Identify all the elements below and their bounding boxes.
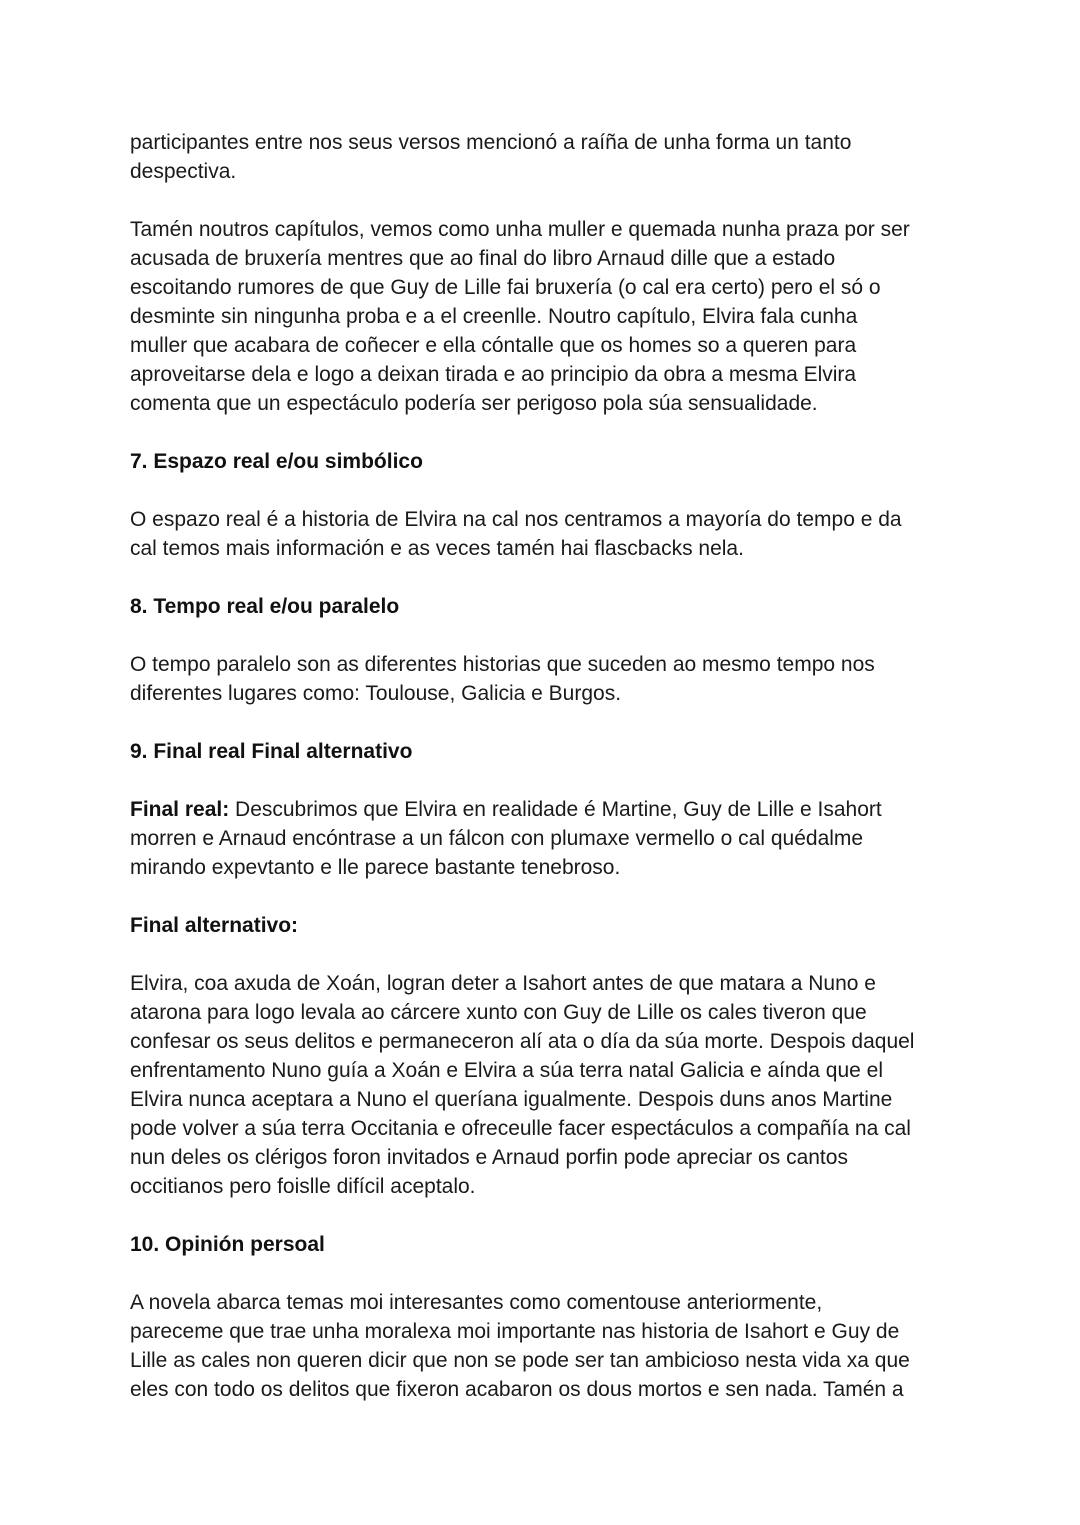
- text-line: occitianos pero foislle difícil aceptalo.: [130, 1175, 476, 1198]
- text-line: atarona para logo levala ao cárcere xunto con Guy de Lille os cales tiveron que: [130, 1001, 867, 1024]
- text-line: [130, 795, 960, 824]
- text-line: Elvira nunca aceptara a Nuno el queríana igualmente. Despois duns anos Martine: [130, 1088, 893, 1111]
- text-line: mirando expevtanto e lle parece bastante tenebroso.: [130, 856, 621, 879]
- text-line: comenta que un espectáculo podería ser perigoso pola súa sensualidade.: [130, 392, 818, 415]
- real-ending-label: Final real:: [130, 798, 230, 821]
- text-line: cal temos mais información e as veces tamén hai flascbacks nela.: [130, 537, 744, 560]
- text-line: muller que acabara de coñecer e ella cóntalle que os homes so a queren para: [130, 334, 857, 357]
- text-line: O espazo real é a historia de Elvira na cal nos centramos a mayoría do tempo e da: [130, 508, 902, 531]
- text-line: confesar os seus delitos e permaneceron alí ata o día da súa morte. Despois daquel: [130, 1030, 915, 1053]
- text-line: escoitando rumores de que Guy de Lille fai bruxería (o cal era certo) pero el só o: [130, 276, 881, 299]
- paragraph-opinion: [130, 1288, 960, 1404]
- paragraph-space: [130, 505, 960, 563]
- text-line: A novela abarca temas moi interesantes como comentouse anteriormente,: [130, 1291, 823, 1314]
- alternative-ending-label: Final alternativo:: [130, 914, 299, 937]
- text-line: pareceme que trae unha moralexa moi importante nas historia de Isahort e Guy de: [130, 1320, 900, 1343]
- section-heading-9: 9. Final real Final alternativo: [130, 740, 413, 763]
- text-line: Lille as cales non queren dicir que non se pode ser tan ambicioso nesta vida xa que: [130, 1349, 910, 1372]
- text-line: enfrentamento Nuno guía a Xoán e Elvira a súa terra natal Galicia e aínda que el: [130, 1059, 883, 1082]
- text-line: eles con todo os delitos que fixeron acabaron os dous mortos e sen nada. Tamén a: [130, 1378, 904, 1401]
- text-line: desminte sin ningunha proba e a el creenlle. Noutro capítulo, Elvira fala cunha: [130, 305, 858, 328]
- text-line: participantes entre nos seus versos mencionó a raíña de unha forma un tanto: [130, 131, 852, 154]
- section-heading-7: 7. Espazo real e/ou simbólico: [130, 450, 423, 473]
- paragraph-alternative-ending: [130, 969, 960, 1201]
- paragraph-real-ending: [130, 795, 960, 882]
- text-line: O tempo paralelo son as diferentes historias que suceden ao mesmo tempo nos: [130, 653, 875, 676]
- text-line: acusada de bruxería mentres que ao final do libro Arnaud dille que a estado: [130, 247, 836, 270]
- text-line: nun deles os clérigos foron invitados e Arnaud porfin pode apreciar os cantos: [130, 1146, 848, 1169]
- text-line: Elvira, coa axuda de Xoán, logran deter a Isahort antes de que matara a Nuno e: [130, 972, 876, 995]
- text-line: aproveitarse dela e logo a deixan tirada e ao principio da obra a mesma Elvira: [130, 363, 857, 386]
- text-fragment: Descubrimos que Elvira en realidade é Martine, Guy de Lille e Isahort: [229, 798, 882, 821]
- text-line: pode volver a súa terra Occitania e ofreceulle facer espectáculos a compañía na cal: [130, 1117, 911, 1140]
- section-heading-8: 8. Tempo real e/ou paralelo: [130, 595, 400, 618]
- text-line: despectiva.: [130, 160, 237, 183]
- paragraph-other-chapters: [130, 215, 960, 418]
- paragraph-continuation: [130, 128, 960, 186]
- section-heading-10: 10. Opinión persoal: [130, 1233, 325, 1256]
- text-line: Tamén noutros capítulos, vemos como unha muller e quemada nunha praza por ser: [130, 218, 910, 241]
- text-line: morren e Arnaud encóntrase a un fálcon con plumaxe vermello o cal quédalme: [130, 827, 864, 850]
- document-page: [130, 128, 960, 1433]
- text-line: diferentes lugares como: Toulouse, Galicia e Burgos.: [130, 682, 622, 705]
- paragraph-time: [130, 650, 960, 708]
